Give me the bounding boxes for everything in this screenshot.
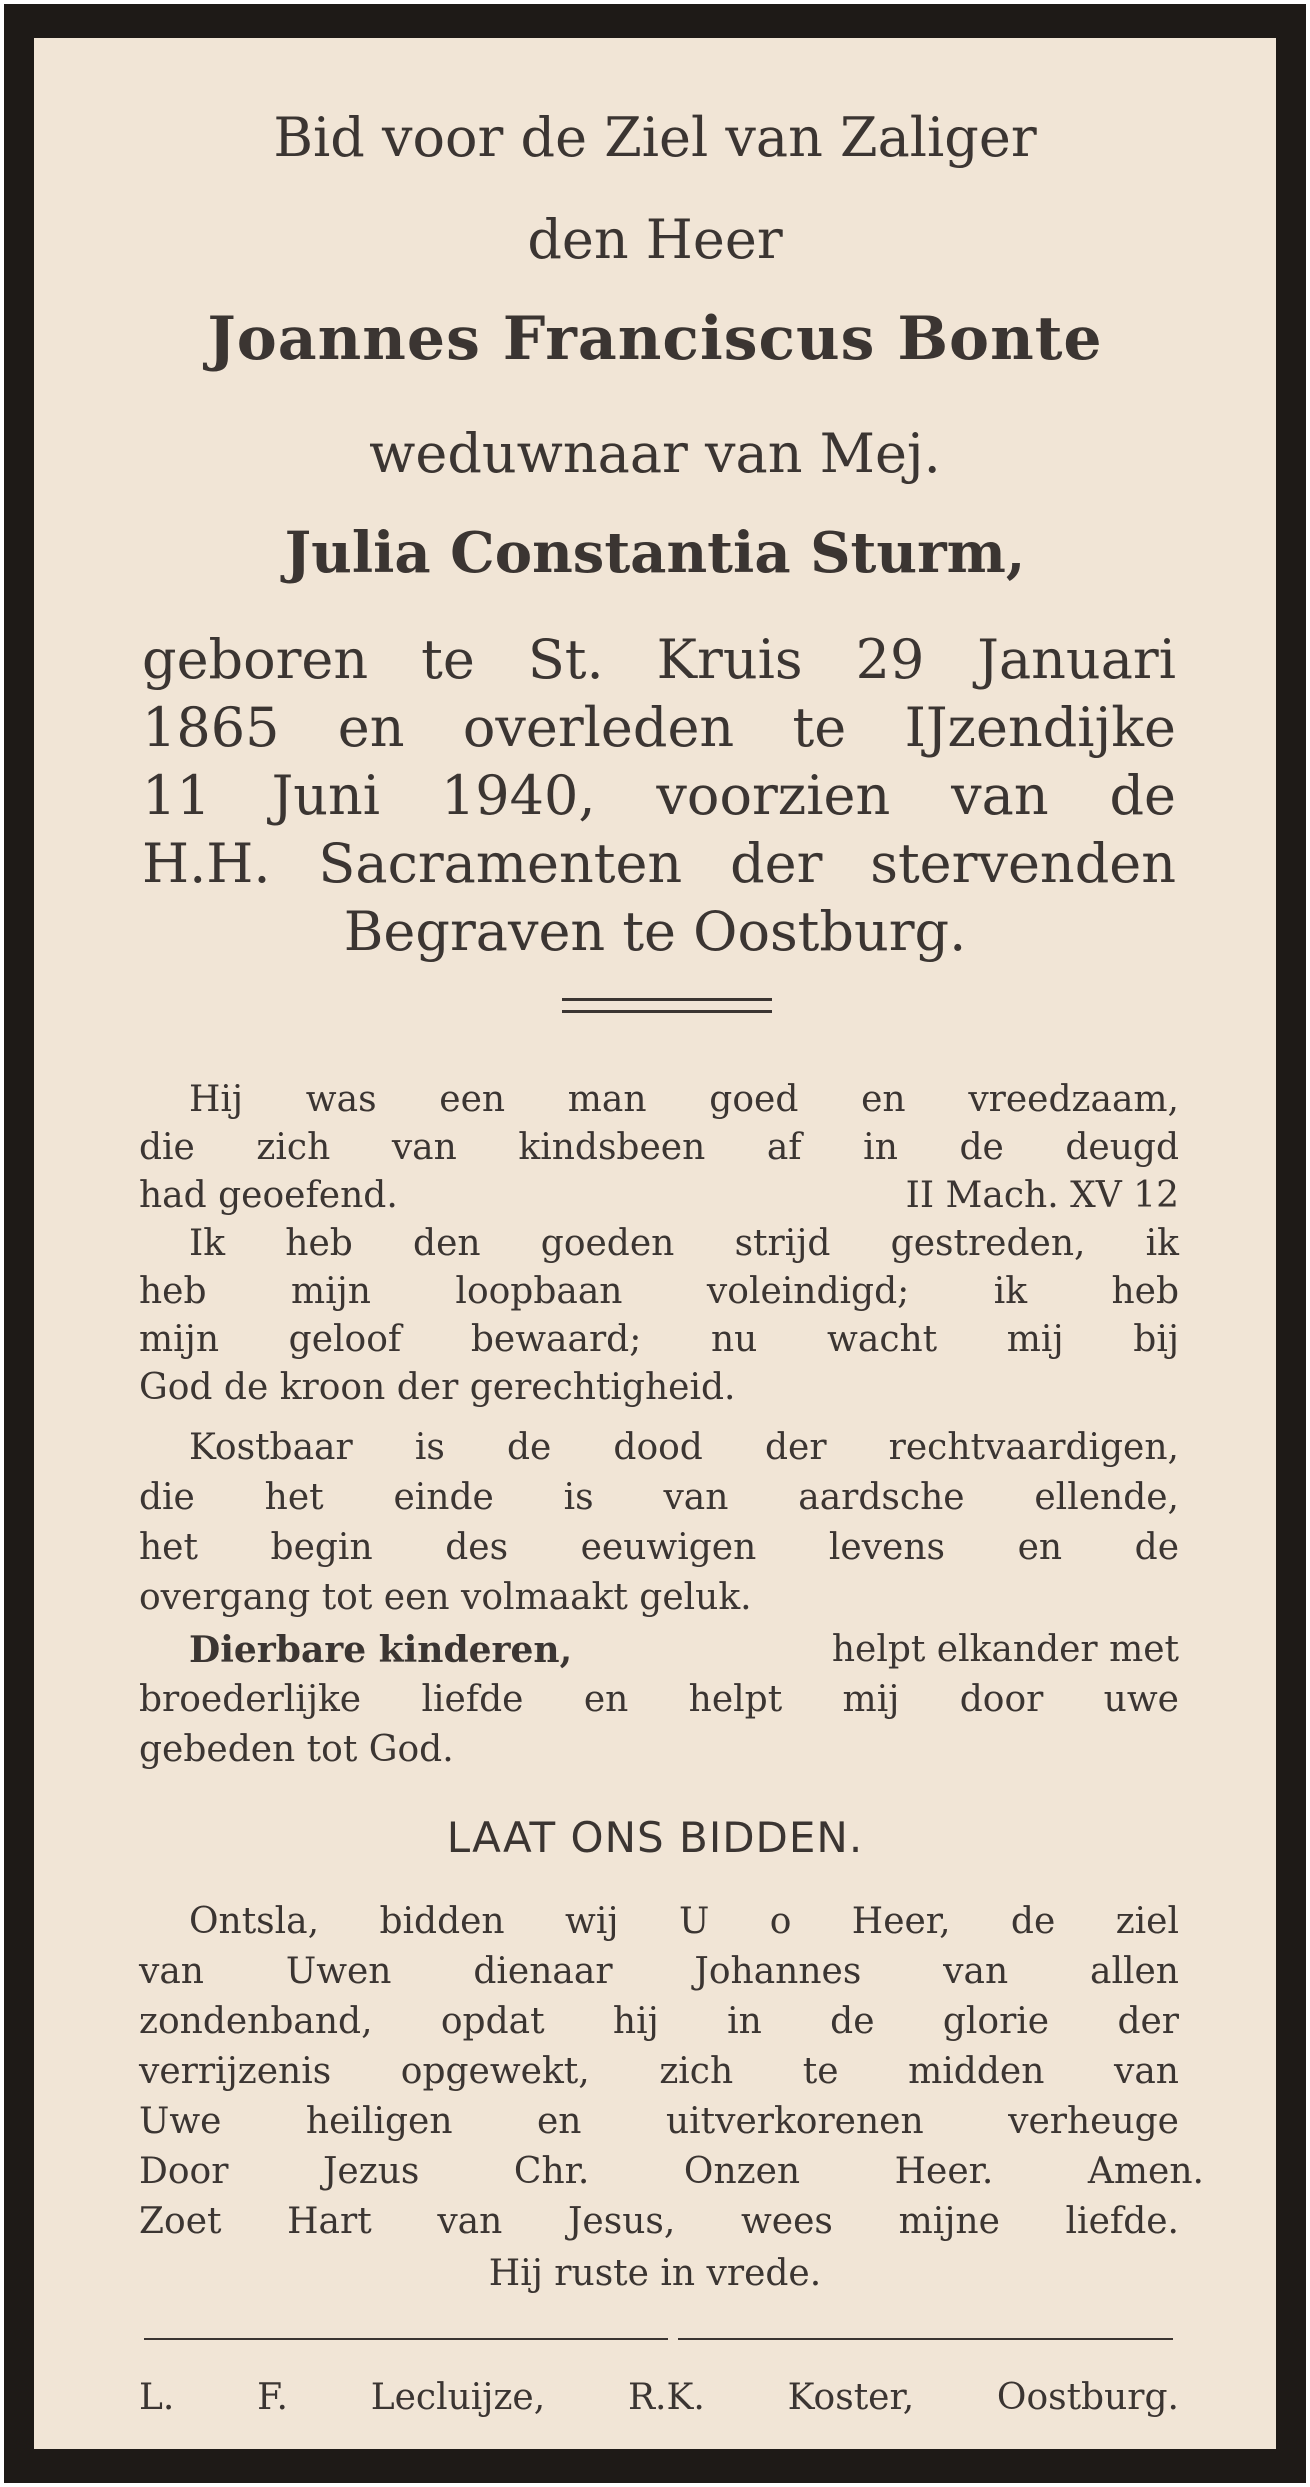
widower-line: weduwnaar van Mej.: [369, 422, 941, 485]
children-address: Dierbare kinderen,: [189, 1629, 573, 1671]
prayer-line: Uwe heiligen en uitverkorenen verheuge: [139, 2101, 1179, 2142]
memorial-card: [4, 4, 1306, 2483]
verse-line: Hij was een man goed en vreedzaam,: [189, 1079, 1179, 1120]
footer-rule-left: [144, 2338, 668, 2340]
verse-line: heb mijn loopbaan voleindigd; ik heb: [139, 1271, 1179, 1312]
verse-reference: II Mach. XV 12: [905, 1175, 1179, 1216]
verse-line: Ik heb den goeden strijd gestreden, ik: [189, 1223, 1179, 1264]
divider-rule-bottom: [562, 1010, 772, 1013]
footer-rule-right: [678, 2338, 1173, 2340]
burial-line: Begraven te Oostburg.: [343, 900, 967, 963]
prayer-line: zondenband, opdat hij in de glorie der: [139, 2001, 1179, 2042]
verse-line-with-reference: [139, 1176, 1179, 1216]
verse-line: die zich van kindsbeen af in de deugd: [139, 1127, 1179, 1168]
deceased-name: Joannes Franciscus Bonte: [207, 304, 1103, 374]
children-text: helpt elkander met: [831, 1629, 1179, 1670]
details-line: 11 Juni 1940, voorzien van de: [142, 764, 1176, 827]
children-line: [139, 1630, 1179, 1670]
prayer-line: Ontsla, bidden wij U o Heer, de ziel: [189, 1901, 1179, 1942]
prayer-line: Door Jezus Chr. Onzen Heer. Amen.: [139, 2151, 1204, 2192]
details-line: geboren te St. Kruis 29 Januari: [142, 628, 1176, 691]
verse-line: die het einde is van aardsche ellende,: [139, 1477, 1179, 1518]
card-paper: [34, 38, 1276, 2449]
printer-credit: L. F. Lecluijze, R.K. Koster, Oostburg.: [139, 2377, 1179, 2418]
prayer-title: LAAT ONS BIDDEN.: [446, 1813, 864, 1862]
prayer-line: verrijzenis opgewekt, zich te midden van: [139, 2051, 1179, 2092]
heading-title-line: den Heer: [527, 208, 783, 271]
verse-line: mijn geloof bewaard; nu wacht mij bij: [139, 1319, 1179, 1360]
closing-line: Hij ruste in vrede.: [488, 2253, 822, 2294]
verse-line: overgang tot een volmaakt geluk.: [139, 1577, 752, 1618]
heading-prayer-line: Bid voor de Ziel van Zaliger: [273, 106, 1037, 169]
divider-rule-top: [562, 998, 772, 1001]
children-line: broederlijke liefde en helpt mij door uwe: [139, 1679, 1179, 1720]
verse-line: God de kroon der gerechtigheid.: [139, 1367, 736, 1408]
prayer-line: Zoet Hart van Jesus, wees mijne liefde.: [139, 2201, 1179, 2242]
verse-line: het begin des eeuwigen levens en de: [139, 1527, 1179, 1568]
verse-text: had geoefend.: [139, 1175, 398, 1216]
verse-line: Kostbaar is de dood der rechtvaardigen,: [189, 1427, 1179, 1468]
spouse-name: Julia Constantia Sturm,: [284, 520, 1026, 586]
details-line: H.H. Sacramenten der stervenden: [142, 832, 1176, 895]
details-line: 1865 en overleden te IJzendijke: [142, 696, 1176, 759]
children-line: gebeden tot God.: [139, 1729, 454, 1770]
prayer-line: van Uwen dienaar Johannes van allen: [139, 1951, 1179, 1992]
